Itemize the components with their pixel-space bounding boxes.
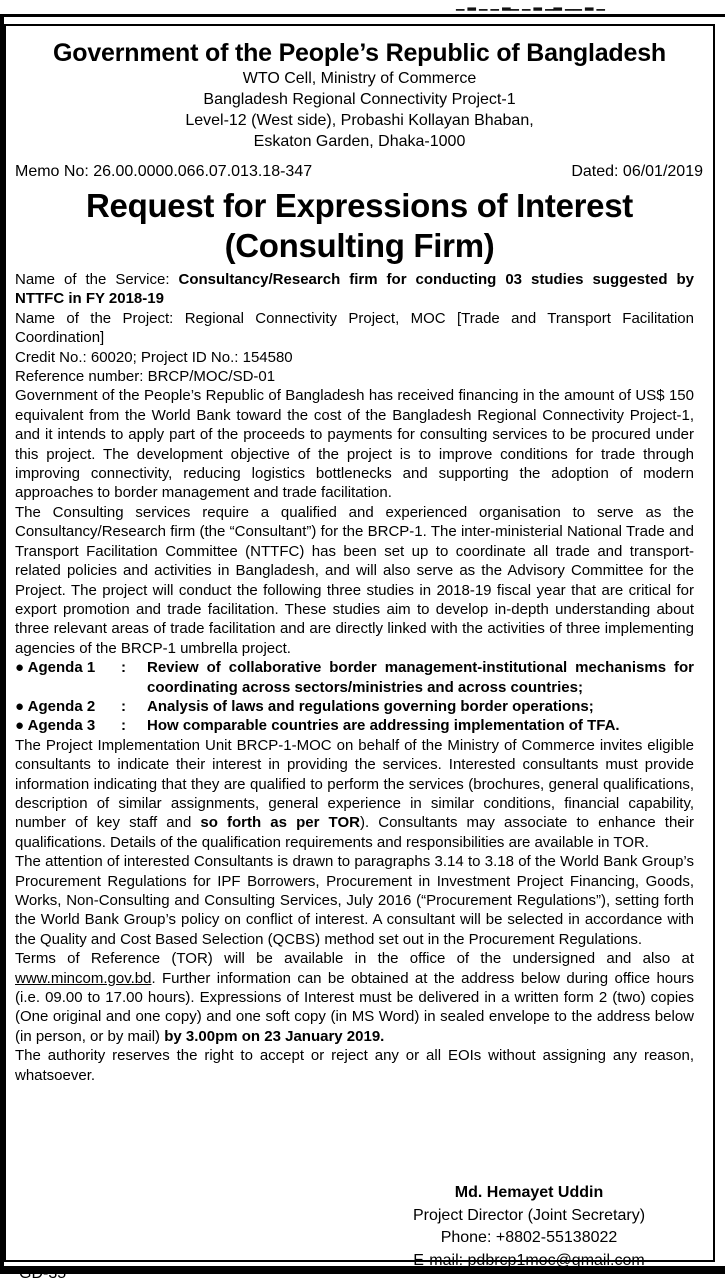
memo-number: Memo No: 26.00.0000.066.07.013.18-347: [15, 163, 313, 180]
notice-title: [6, 186, 713, 266]
agenda-text: How comparable countries are addressing implementation of TFA.: [147, 717, 620, 735]
notice-body: [15, 270, 694, 1085]
attention-paragraph: The attention of interested Consultants is drawn to paragraphs 3.14 to 3.18 of the World Bank Group’s Procurement Regulations for IPF Borrowers, Procurement in Investment Project Financing, Goods, Works, Non-Consulting and Consulting Services, July 2016 (“Procurement Regulations”), setting forth the World Bank Group’s policy on conflict of interest. A consultant will be selected in accordance with the Quality and Cost Based Selection (QCBS) method set out in the Procurement Regulations.: [15, 853, 694, 948]
agenda-item: [15, 658, 694, 697]
financing-paragraph: Government of the People’s Republic of Bangladesh has received financing in the amount of US$ 150 equivalent from the World Bank toward the cost of the Bangladesh Regional Connectivity Project-1, and it intends to apply part of the proceeds to payments for consulting services to be procured under this project. The development objective of the project is to improve conditions for trade through improving connectivity, reducing logistics bottlenecks and supporting the adoption of modern approaches to border management and trade facilitation.: [15, 387, 694, 502]
credit-line: Credit No.: 60020; Project ID No.: 154580: [15, 348, 293, 366]
signatory-email-line: [398, 1250, 660, 1273]
agenda-label: ● Agenda 1: [15, 659, 96, 677]
agenda-text: Analysis of laws and regulations governing border operations;: [147, 697, 594, 715]
government-name: Government of the People’s Republic of Bangladesh: [53, 39, 666, 67]
invitation-text-end: ). Consultants may associate to enhance their qualifications. Details of the qualification requirements and responsibilities are available in TOR.: [15, 814, 694, 851]
address-line: WTO Cell, Ministry of Commerce: [242, 70, 477, 87]
signature-block: [398, 1182, 660, 1272]
agenda-item: [15, 716, 694, 735]
agenda-colon: :: [121, 697, 126, 715]
tor-paragraph: [15, 949, 694, 1046]
project-name-line: Name of the Project: Regional Connectivity Project, MOC [Trade and Transport Facilitation Coordination]: [15, 309, 694, 347]
advertisement-frame: [4, 24, 715, 1282]
agenda-label: ● Agenda 3: [15, 717, 96, 735]
previous-clipping-strip: [0, 0, 725, 17]
invitation-text: The Project Implementation Unit BRCP-1-MOC on behalf of the Ministry of Commerce invites eligible consultants to indicate their interest in providing the services. Interested consultants must provide information indicating that they are qualified to perform the services (brochures, general qualifications, description of similar assignments, general experience in similar conditions, financial capability, number of key staff and: [15, 736, 694, 832]
signatory-name: Md. Hemayet Uddin: [454, 1184, 604, 1201]
address-line: Level-12 (West side), Probashi Kollayan Bhaban,: [185, 112, 534, 129]
rights-paragraph: The authority reserves the right to accept or reject any or all EOIs without assigning any reason, whatsoever.: [15, 1047, 694, 1084]
agenda-label: ● Agenda 2: [15, 697, 96, 715]
reference-line: Reference number: BRCP/MOC/SD-01: [15, 368, 276, 386]
service-label: Name of the Service:: [15, 271, 179, 288]
tor-text-cont: . Further information can be obtained at the address below during office hours (i.e. 09.00 to 17.00 hours). Expressions of Interest must be delivered in a written form 2 (two) copies (One original and one copy) and one soft copy (in MS Word) in sealed envelope to the address below (in person, or by mail): [15, 969, 694, 1045]
ministry-website-link[interactable]: www.mincom.gov.bd: [15, 969, 152, 987]
services-paragraph: The Consulting services require a qualified and experienced organisation to serve as the Consultancy/Research firm (the “Consultant”) for the BRCP-1. The inter-ministerial National Trade and Transport Facilitation Committee (NTTFC) has been set up to coordinate all trade and transport-related policies and activities in Bangladesh, and will also serve as the Advisory Committee for the Project. The project will conduct the following three studies in 2018-19 fiscal year that are critical for export promotion and trade facilitation. These studies aim to develop in-depth understanding about three relevant areas of trade facilitation and are directly linked with the activities of three implementing agencies of the BRCP-1 umbrella project.: [15, 503, 694, 657]
submission-deadline: by 3.00pm on 23 January 2019.: [164, 1027, 385, 1045]
invitation-paragraph: [15, 736, 694, 852]
signatory-email-link[interactable]: pdbrcp1moc@gmail.com: [467, 1251, 645, 1269]
tor-text: Terms of Reference (TOR) will be available in the office of the undersigned and also at: [15, 950, 694, 968]
address-line: Eskaton Garden, Dhaka-1000: [253, 133, 466, 150]
service-line: [15, 270, 694, 309]
memo-row: [15, 162, 703, 182]
address-line: Bangladesh Regional Connectivity Project-1: [203, 91, 516, 108]
agenda-item: [15, 697, 694, 716]
service-value: Consultancy/Research firm for conducting 03 studies suggested by NTTFC in FY 2018-19: [15, 271, 694, 308]
clipped-text-fragment: ▁ ▂ ▁ ▁ ▂▁ ▁ ▂ ▁▂ ▁▁ ▂ ▁: [456, 0, 605, 11]
letterhead: [6, 38, 713, 152]
signatory-designation: Project Director (Joint Secretary): [412, 1206, 646, 1224]
memo-date: Dated: 06/01/2019: [571, 163, 703, 180]
agenda-colon: :: [121, 717, 126, 735]
title-line-1: Request for Expressions of Interest: [86, 187, 633, 224]
signatory-phone: Phone: +8802-55138022: [440, 1229, 618, 1247]
footer-code: GD-35: [19, 1265, 67, 1282]
title-line-2: (Consulting Firm): [224, 227, 495, 264]
agenda-list: [15, 658, 694, 736]
agenda-colon: :: [121, 659, 126, 677]
email-label: E-mail:: [413, 1251, 468, 1269]
invitation-bold: so forth as per TOR: [200, 814, 360, 832]
agenda-text: Review of collaborative border management-institutional mechanisms for coordinating across sectors/ministries and across countries;: [147, 659, 694, 696]
